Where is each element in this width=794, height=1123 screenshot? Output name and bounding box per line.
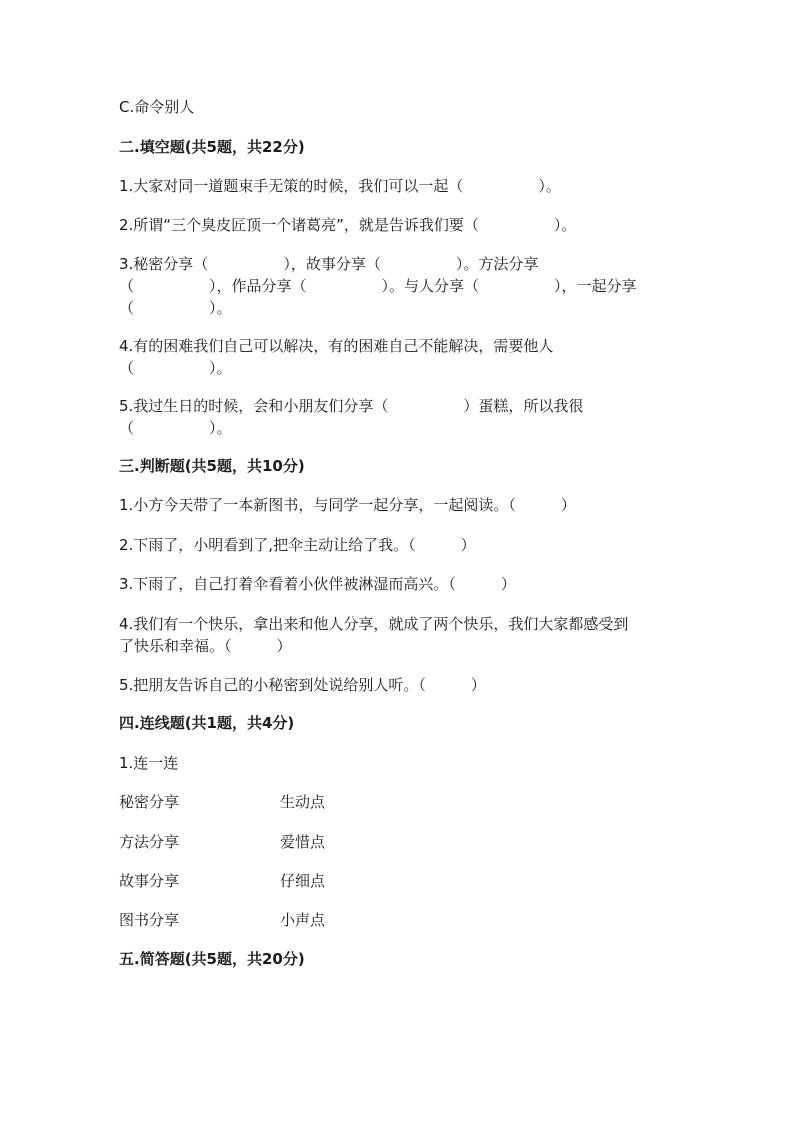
judge-question-4-line1: 4.我们有一个快乐，拿出来和他人分享，就成了两个快乐，我们大家都感受到: [119, 615, 629, 633]
section4-heading: 四.连线题(共1题，共4分): [119, 714, 295, 732]
match-right-item: 小声点: [280, 911, 326, 929]
judge-question-3: 3.下雨了，自己打着伞看着小伙伴被淋湿而高兴。（ ）: [119, 575, 516, 593]
section2-heading: 二.填空题(共5题，共22分): [119, 138, 305, 156]
section5-heading: 五.简答题(共5题，共20分): [119, 950, 305, 968]
judge-question-1: 1.小方今天带了一本新图书，与同学一起分享，一起阅读。（ ）: [119, 496, 576, 514]
match-right-item: 仔细点: [280, 872, 326, 890]
fill-question-3-line2: （ ），作品分享（ ）。与人分享（ ），一起分享: [119, 277, 637, 295]
fill-question-3-line3: （ ）。: [119, 299, 232, 317]
fill-question-5-line2: （ ）。: [119, 419, 232, 437]
fill-question-3-line1: 3.秘密分享（ ），故事分享（ ）。方法分享: [119, 255, 539, 273]
fill-question-5-line1: 5.我过生日的时候，会和小朋友们分享（ ）蛋糕，所以我很: [119, 397, 584, 415]
match-left-item: 图书分享: [119, 911, 180, 929]
fill-question-2: 2.所谓“三个臭皮匠顶一个诸葛亮”，就是告诉我们要（ ）。: [119, 216, 577, 234]
fill-question-1: 1.大家对同一道题束手无策的时候，我们可以一起（ ）。: [119, 177, 561, 195]
fill-question-4-line1: 4.有的困难我们自己可以解决，有的困难自己不能解决，需要他人: [119, 337, 554, 355]
judge-question-5: 5.把朋友告诉自己的小秘密到处说给别人听。（ ）: [119, 676, 486, 694]
section3-heading: 三.判断题(共5题，共10分): [119, 457, 305, 475]
match-left-item: 故事分享: [119, 872, 180, 890]
match-right-item: 生动点: [280, 793, 326, 811]
judge-question-2: 2.下雨了，小明看到了,把伞主动让给了我。（ ）: [119, 536, 476, 554]
match-question-1: 1.连一连: [119, 754, 179, 772]
match-left-item: 秘密分享: [119, 793, 180, 811]
fill-question-4-line2: （ ）。: [119, 359, 232, 377]
prev-option-c: C.命令别人: [119, 98, 195, 116]
match-left-item: 方法分享: [119, 833, 180, 851]
match-right-item: 爱惜点: [280, 833, 326, 851]
judge-question-4-line2: 了快乐和幸福。（ ）: [119, 637, 292, 655]
